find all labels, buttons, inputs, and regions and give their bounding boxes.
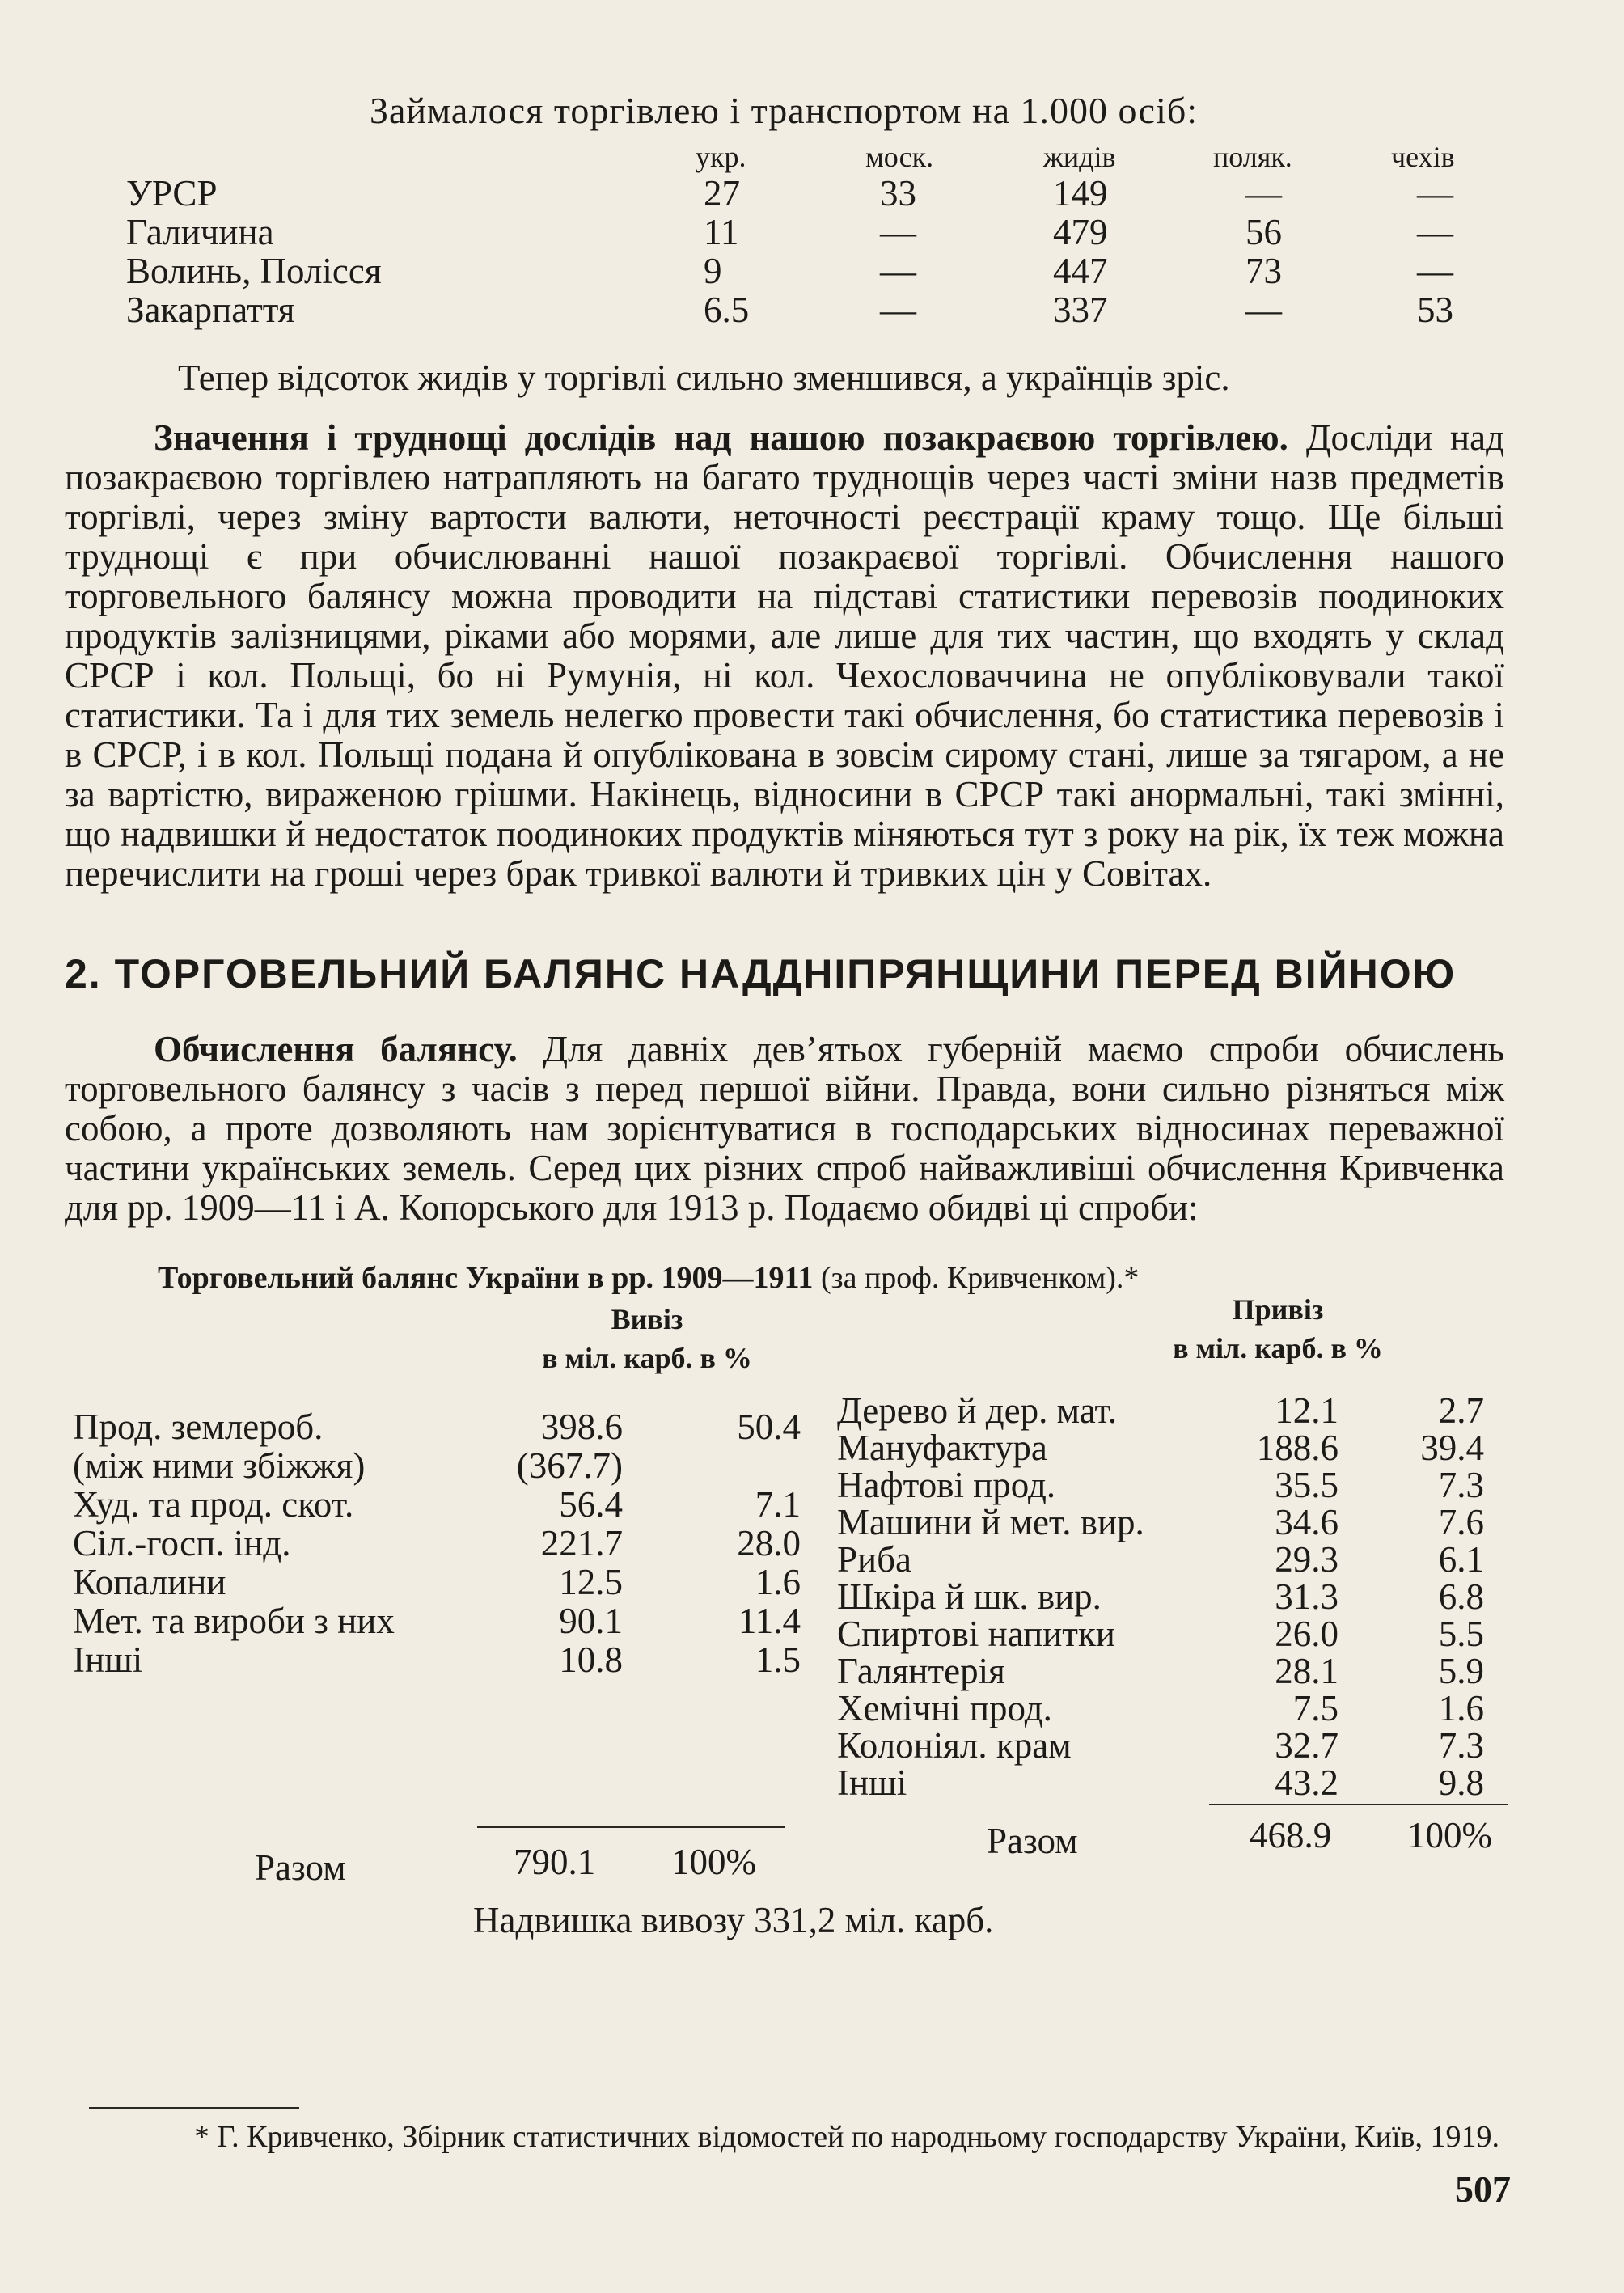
table-row: Інші 10.8 1.5 bbox=[73, 1639, 801, 1680]
table-row: Галичина 11 — 479 56 — bbox=[126, 212, 1453, 252]
footnote: * Г. Кривченко, Збірник статистичних відомостей по народньому господарству України, Київ, 1919. bbox=[194, 2120, 1499, 2154]
table-row: Машини й мет. вир. 34.6 7.6 bbox=[837, 1502, 1484, 1542]
export-surplus: Надвишка вивозу 331,2 міл. карб. bbox=[473, 1900, 994, 1940]
header-polyak: поляк. bbox=[1213, 141, 1292, 173]
header-chekh: чехів bbox=[1391, 141, 1455, 173]
pop-table-note: Тепер відсоток жидів у торгівлі сильно зменшився, а українців зріс. bbox=[178, 357, 1230, 398]
import-total-label: Разом bbox=[987, 1821, 1078, 1861]
import-total-pct: 100% bbox=[1407, 1815, 1492, 1855]
header-zhyd: жидів bbox=[1043, 141, 1116, 173]
table-row: Інші 43.2 9.8 bbox=[837, 1762, 1484, 1803]
footnote-rule bbox=[89, 2107, 299, 2109]
table-row: Галянтерія 28.1 5.9 bbox=[837, 1651, 1484, 1691]
paragraph-body: Досліди над позакраєвою торгівлею натрапляють на багато труднощів через часті зміни назв предметів торгівлі, через зміну вартости валюти, неточності реєстрації краму тощо. Ще більші труднощі є при обчислюванні нашої позакраєвої торгівлі. Обчислення нашого торговельного балянсу можна проводити на підставі статистики перевозів поодиноких продуктів залізницями, ріками або морями, але лише для тих частин, що входять у склад СРСР і кол. Польщі, бо ні Румунія, ні кол. Чехословаччина не опубліковували такої статистики. Та і для тих земель нелегко провести такі обчислення, бо статистика перевозів і в СРСР, і в кол. Польщі подана й опублікована в зовсім сирому стані, лише за тягаром, а не за вартістю, вираженою грішми. Накінець, відносини в СРСР такі анормальні, такі змінні, що надвишки й недостаток поодиноких продуктів міняються тут з року на рік, їх теж можна перечислити на гроші через брак тривкої валюти й тривких цін у Совітах. bbox=[65, 417, 1504, 894]
paragraph-balance-calc bbox=[65, 1030, 1504, 1228]
table-caption: Торговельний балянс України в рр. 1909—1911 (за проф. Кривченком).* bbox=[158, 1261, 1140, 1295]
table-row: Закарпаття 6.5 — 337 — 53 bbox=[126, 290, 1453, 330]
import-header: Привіз bbox=[1232, 1293, 1324, 1326]
trade-balance-table bbox=[65, 1260, 1503, 1956]
table-row: Мет. та вироби з них 90.1 11.4 bbox=[73, 1601, 801, 1641]
export-header: Вивіз bbox=[611, 1303, 683, 1335]
table-row: Нафтові прод. 35.5 7.3 bbox=[837, 1465, 1484, 1505]
table-row: Хемічні прод. 7.5 1.6 bbox=[837, 1688, 1484, 1728]
pop-table-title: Займалося торгівлею і транспортом на 1.000 осіб: bbox=[369, 90, 1199, 131]
export-total-value: 790.1 bbox=[514, 1842, 596, 1882]
paragraph-body: Для давніх дев’ятьох губерній маємо спроби обчислень торговельного балянсу з часів з перед першої війни. Правда, вони сильно різняться між собою, а проте дозволяють нам зорієнтуватися в господарських відносинах переважної частини українських земель. Серед цих різних спроб найважливіші обчислення Кривченка для рр. 1909—11 і А. Копорського для 1913 р. Подаємо обидві ці спроби: bbox=[65, 1029, 1504, 1228]
paragraph-lead-bold: Обчислення балянсу. bbox=[154, 1029, 518, 1069]
header-mosk: моск. bbox=[865, 141, 934, 173]
page-number: 507 bbox=[1455, 2168, 1511, 2210]
import-total-rule bbox=[1209, 1804, 1508, 1805]
population-trade-table bbox=[65, 140, 1503, 350]
table-row: Мануфактура 188.6 39.4 bbox=[837, 1428, 1484, 1468]
table-row: Дерево й дер. мат. 12.1 2.7 bbox=[837, 1390, 1484, 1431]
table-row: (між ними збіжжя) (367.7) bbox=[73, 1445, 623, 1486]
table-row: Шкіра й шк. вир. 31.3 6.8 bbox=[837, 1576, 1484, 1617]
paragraph-trade-research bbox=[65, 418, 1504, 894]
table-row: Копалини 12.5 1.6 bbox=[73, 1562, 801, 1602]
import-total-value: 468.9 bbox=[1250, 1815, 1332, 1855]
table-row: Риба 29.3 6.1 bbox=[837, 1539, 1484, 1580]
table-row: УРСР 27 33 149 — — bbox=[126, 173, 1453, 214]
export-total-pct: 100% bbox=[671, 1842, 756, 1882]
table-row: Худ. та прод. скот. 56.4 7.1 bbox=[73, 1484, 801, 1525]
export-total-label: Разом bbox=[255, 1847, 346, 1888]
table-row: Колоніял. крам 32.7 7.3 bbox=[837, 1725, 1484, 1766]
table-row: Волинь, Полісся 9 — 447 73 — bbox=[126, 251, 1453, 291]
export-units-header: в міл. карб. в % bbox=[542, 1342, 752, 1374]
table-row: Сіл.-госп. інд. 221.7 28.0 bbox=[73, 1523, 801, 1563]
table-row: Прод. землероб. 398.6 50.4 bbox=[73, 1407, 801, 1447]
import-units-header: в міл. карб. в % bbox=[1173, 1332, 1383, 1364]
paragraph-lead-bold: Значення і труднощі дослідів над нашою позакраєвою торгівлею. bbox=[154, 417, 1288, 458]
header-ukr: укр. bbox=[696, 141, 746, 173]
export-total-rule bbox=[477, 1826, 785, 1828]
section-heading: 2. ТОРГОВЕЛЬНИЙ БАЛЯНС НАДДНІПРЯНЩИНИ ПЕРЕД ВІЙНОЮ bbox=[65, 951, 1457, 996]
table-row: Спиртові напитки 26.0 5.5 bbox=[837, 1614, 1484, 1654]
